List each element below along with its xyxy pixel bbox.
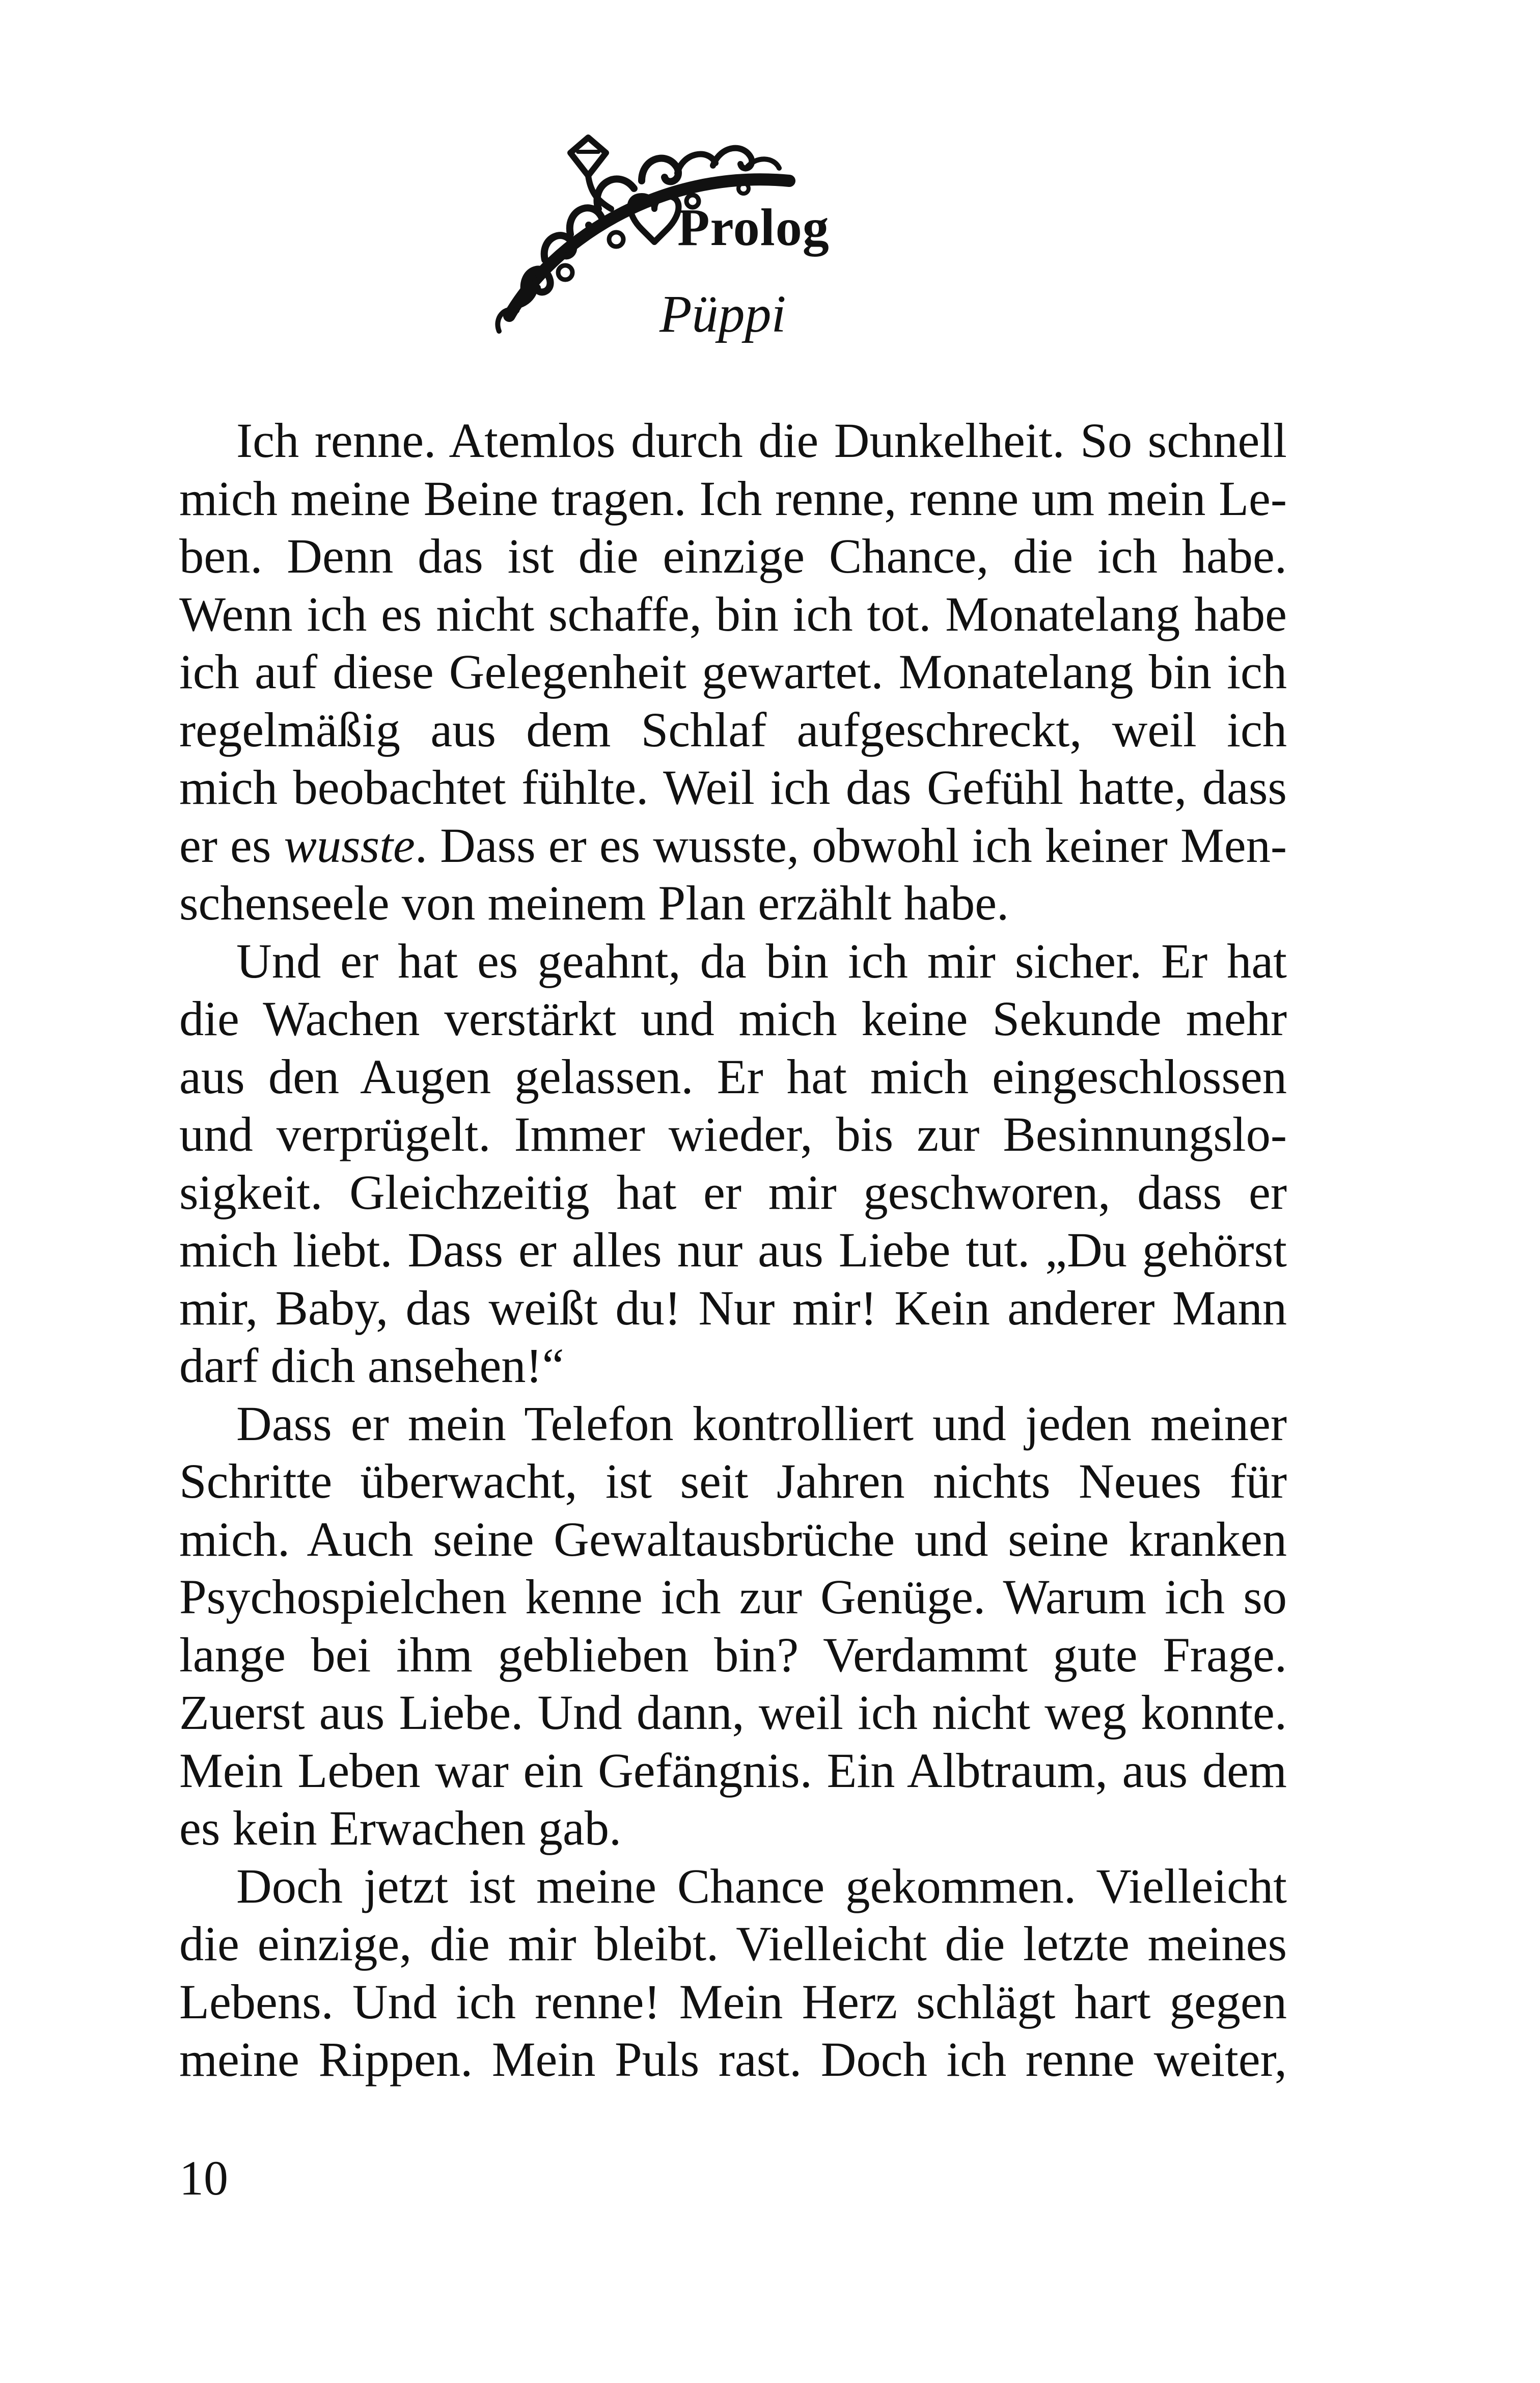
italic-emphasis: wusste [284,818,415,873]
text-line: Wenn ich es nicht schaffe, bin ich tot. Monatelang habe [179,586,1287,641]
chapter-subtitle: Püppi [659,285,786,343]
paragraph-1 [179,412,1287,932]
text-line: darf dich ansehen!“ [179,1338,564,1393]
text-line: Schritte überwacht, ist seit Jahren nichts Neues für [179,1454,1287,1508]
paragraph-4 [179,1857,1287,2089]
chapter-title: Prolog [677,198,830,257]
text-line: die Wachen verstärkt und mich keine Sekunde mehr [179,991,1287,1046]
text-line: Und er hat es geahnt, da bin ich mir sicher. Er hat [236,933,1287,988]
text-line: Zuerst aus Liebe. Und dann, weil ich nicht weg konnte. [179,1685,1287,1740]
text-line: sigkeit. Gleichzeitig hat er mir geschworen, dass er [179,1165,1287,1220]
text-line: ben. Denn das ist die einzige Chance, die ich habe. [179,529,1287,583]
text-line: Doch jetzt ist meine Chance gekommen. Vielleicht [236,1858,1287,1913]
text-line: Lebens. Und ich renne! Mein Herz schlägt hart gegen [179,1974,1287,2029]
text-line: lange bei ihm geblieben bin? Verdammt gute Frage. [179,1627,1287,1682]
text-line: mich meine Beine tragen. Ich renne, renne um mein Le- [179,471,1287,526]
body-text [179,412,1287,2089]
text-line: Mein Leben war ein Gefängnis. Ein Albtraum, aus dem [179,1743,1287,1798]
text-line: mich beobachtet fühlte. Weil ich das Gefühl hatte, dass [179,760,1287,815]
text-line: schenseele von meinem Plan erzählt habe. [179,876,1009,930]
paragraph-3 [179,1395,1287,1857]
text-line: Dass er mein Telefon kontrolliert und jeden meiner [236,1396,1287,1451]
text-line: meine Rippen. Mein Puls rast. Doch ich renne weiter, [179,2032,1287,2087]
text-line: es kein Erwachen gab. [179,1801,622,1855]
text-line: mir, Baby, das weißt du! Nur mir! Kein anderer Mann [179,1280,1287,1335]
text-line: regelmäßig aus dem Schlaf aufgeschreckt, weil ich [179,702,1287,757]
text-line: Ich renne. Atemlos durch die Dunkelheit. So schnell [236,413,1287,468]
text-line: aus den Augen gelassen. Er hat mich eingeschlossen [179,1049,1287,1104]
text-line: mich. Auch seine Gewaltausbrüche und seine kranken [179,1511,1287,1566]
text-line: mich liebt. Dass er alles nur aus Liebe tut. „Du gehörst [179,1223,1287,1277]
text-line: ich auf diese Gelegenheit gewartet. Monatelang bin ich [179,644,1287,699]
page-number: 10 [179,2151,228,2205]
text-line-with-italic: er es wusste. Dass er es wusste, obwohl ich keiner Men- [179,818,1287,873]
paragraph-2 [179,932,1287,1395]
text-line: Psychospielchen kenne ich zur Genüge. Warum ich so [179,1569,1287,1624]
text-line: und verprügelt. Immer wieder, bis zur Besinnungslo- [179,1107,1287,1161]
text-line: die einzige, die mir bleibt. Vielleicht die letzte meines [179,1916,1287,1971]
